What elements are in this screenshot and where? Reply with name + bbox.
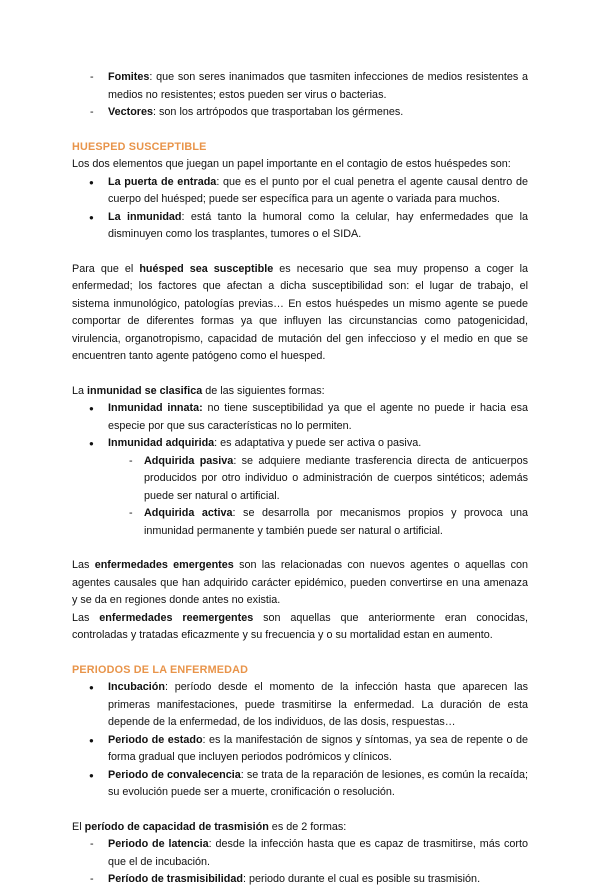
section-heading-huesped: HUESPED SUSCEPTIBLE bbox=[72, 140, 207, 153]
reemergentes-paragraph: Las enfermedades reemergentes son aquellas que anteriormente eran conocidas, controladas y tratadas eficazmente y su frecuencia y o su mortalidad estan en aumento. bbox=[72, 611, 528, 641]
list-item: - Fomites: que son seres inanimados que tasmiten infecciones de medios resistentes a medios no resistentes; estos pueden ser virus o bacterias. bbox=[72, 69, 528, 104]
list-item: ● La inmunidad: está tanto la humoral como la celular, hay enfermedades que la disminuyen como los trasplantes, tumores o el SIDA. bbox=[72, 209, 528, 244]
periodos-list bbox=[72, 679, 528, 802]
inmunidad-list bbox=[72, 400, 528, 453]
list-item: ● Inmunidad adquirida: es adaptativa y puede ser activa o pasiva. bbox=[72, 435, 528, 453]
list-item: - Adquirida pasiva: se adquiere mediante trasferencia directa de anticuerpos producidos por otro individuo o administración de cuerpos sintéticos; además puede ser natural o artificial. bbox=[72, 453, 528, 506]
vectors-list bbox=[72, 69, 528, 122]
emergentes-paragraph: Las enfermedades emergentes son las relacionadas con nuevos agentes o aquellas con agentes causales que han adquirido carácter epidémico, pueden convertirse en una amenaza y se da en regiones donde antes no existia. bbox=[72, 559, 528, 606]
list-item: ● La puerta de entrada: que es el punto por el cual penetra el agente causal dentro de cuerpo del huésped; puede ser específica para un agente o variada para muchos. bbox=[72, 174, 528, 209]
inmunidad-intro: La inmunidad se clasifica de las siguientes formas: bbox=[72, 384, 325, 397]
list-item: ● Incubación: período desde el momento de la infección hasta que aparecen las primeras manifestaciones, puede trasmitirse la enfermedad. La duración de esta depende de la enfermedad, de los individuos, de las dosis, respuestas… bbox=[72, 679, 528, 732]
trasmision-list bbox=[72, 836, 528, 889]
list-item: ● Periodo de estado: es la manifestación de signos y síntomas, ya sea de repente o de forma gradual que incluyen periodos podrómicos y clínicos. bbox=[72, 732, 528, 767]
page-content bbox=[72, 69, 528, 889]
list-item: - Vectores: son los artrópodos que trasportaban los gérmenes. bbox=[72, 104, 528, 122]
inmunidad-sublist bbox=[72, 453, 528, 541]
list-item: - Adquirida activa: se desarrolla por mecanismos propios y provoca una inmunidad permanente y también puede ser natural o artificial. bbox=[72, 505, 528, 540]
list-item: ● Inmunidad innata: no tiene susceptibilidad ya que el agente no puede ir hacia esa especie por que sus características no lo permiten. bbox=[72, 400, 528, 435]
list-item: ● Periodo de convalecencia: se trata de la reparación de lesiones, es común la recaída; su evolución puede ser a muerte, cronificación o resolución. bbox=[72, 767, 528, 802]
list-item: - Período de trasmisibilidad: periodo durante el cual es posible su trasmisión. bbox=[72, 871, 528, 889]
huesped-paragraph: Para que el huésped sea susceptible es necesario que sea muy propenso a coger la enfermedad; los factores que afectan a dicha susceptibilidad son: el lugar de trabajo, el sistema inmunológico, patologías previas… En estos huéspedes un mismo agente se puede comportar de diferentes formas ya que influyen las circunstancias como patogenicidad, virulencia, organotropismo, capacidad de mutación del gen infeccioso y el medio en que se encuentren tanto agente patógeno como el huesped. bbox=[72, 262, 528, 362]
list-item: - Periodo de latencia: desde la infección hasta que es capaz de trasmitirse, más corto que el de incubación. bbox=[72, 836, 528, 871]
trasmision-intro: El período de capacidad de trasmisión es de 2 formas: bbox=[72, 820, 347, 833]
huesped-list bbox=[72, 174, 528, 244]
section-heading-periodos: PERIODOS DE LA ENFERMEDAD bbox=[72, 663, 249, 676]
huesped-intro: Los dos elementos que juegan un papel importante en el contagio de estos huéspedes son: bbox=[72, 158, 511, 170]
